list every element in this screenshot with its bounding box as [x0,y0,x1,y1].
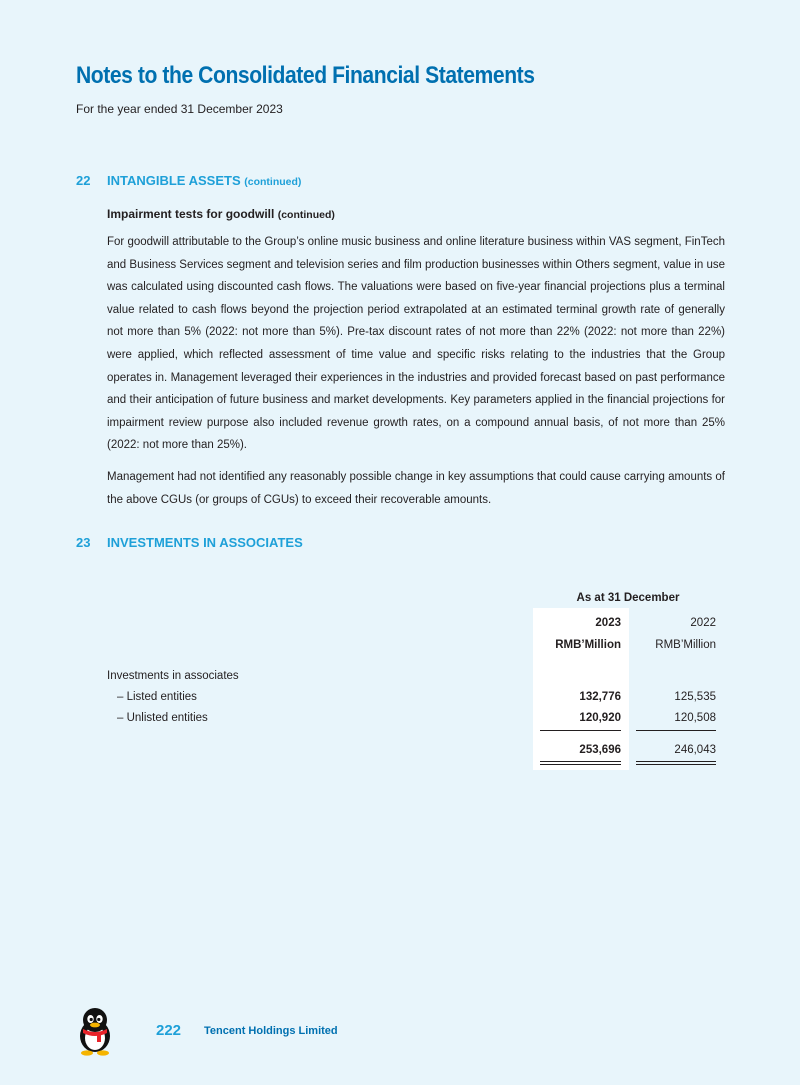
goodwill-paragraph: For goodwill attributable to the Group’s online music business and online literature business within VAS segment, FinTech and Business Services segment and television series and film production businesses within Others segment, value in use was calculated using discounted cash flows. The valuations were based on five-year financial projections plus a terminal value related to cash flows beyond the projection period extrapolated at an estimated terminal growth rate of generally not more than 5% (2022: not more than 5%). Pre-tax discount rates of not more than 22% (2022: not more than 22%) were applied, which reflected assessment of time value and specific risks relating to the industries that the Group operates in. Management leveraged their experiences in the industries and provided forecast based on past performance and their anticipation of future business and market developments. Key parameters applied in the financial projections for impairment review purpose also included revenue growth rates, on a compound annual basis, of not more than 25% (2022: not more than 25%). [107,236,725,452]
penguin-logo-icon [74,1006,116,1061]
cell-total-2022: 246,043 [674,744,716,756]
section-22-title-text: INTANGIBLE ASSETS [107,173,241,188]
table-group-header: As at 31 December [576,592,680,604]
section-22-number: 22 [76,173,91,188]
cell-total-2023: 253,696 [579,744,621,756]
page-number: 222 [156,1022,182,1039]
section-23-number: 23 [76,535,91,550]
cell-unlisted-2022: 120,508 [674,712,716,724]
total-double-rule-2022 [636,761,716,765]
row-label-listed: – Listed entities [117,691,197,703]
impairment-subheading-continued: (continued) [277,209,335,221]
section-22-continued: (continued) [244,176,302,188]
assumptions-paragraph: Management had not identified any reasonably possible change in key assumptions that could cause carrying amounts of the above CGUs (or groups of CGUs) to exceed their recoverable amounts. [107,471,725,506]
col-unit-2023: RMB’Million [555,639,621,651]
cell-listed-2022: 125,535 [674,691,716,703]
col-year-2023: 2023 [595,617,621,629]
subtotal-rule-2023 [540,730,621,731]
cell-listed-2023: 132,776 [579,691,621,703]
page-title: Notes to the Consolidated Financial Statements [76,62,535,89]
total-double-rule-2023 [540,761,621,765]
col-year-2022: 2022 [690,617,716,629]
row-heading-investments: Investments in associates [107,670,239,682]
row-label-unlisted: – Unlisted entities [117,712,208,724]
section-23-title: INVESTMENTS IN ASSOCIATES [107,535,303,550]
impairment-subheading-text: Impairment tests for goodwill [107,207,275,221]
subtotal-rule-2022 [636,730,716,731]
col-unit-2022: RMB’Million [655,639,716,651]
page-subtitle: For the year ended 31 December 2023 [76,102,283,116]
section-22-title [107,173,301,188]
impairment-subheading [107,207,335,221]
cell-unlisted-2023: 120,920 [579,712,621,724]
company-name: Tencent Holdings Limited [204,1025,338,1037]
